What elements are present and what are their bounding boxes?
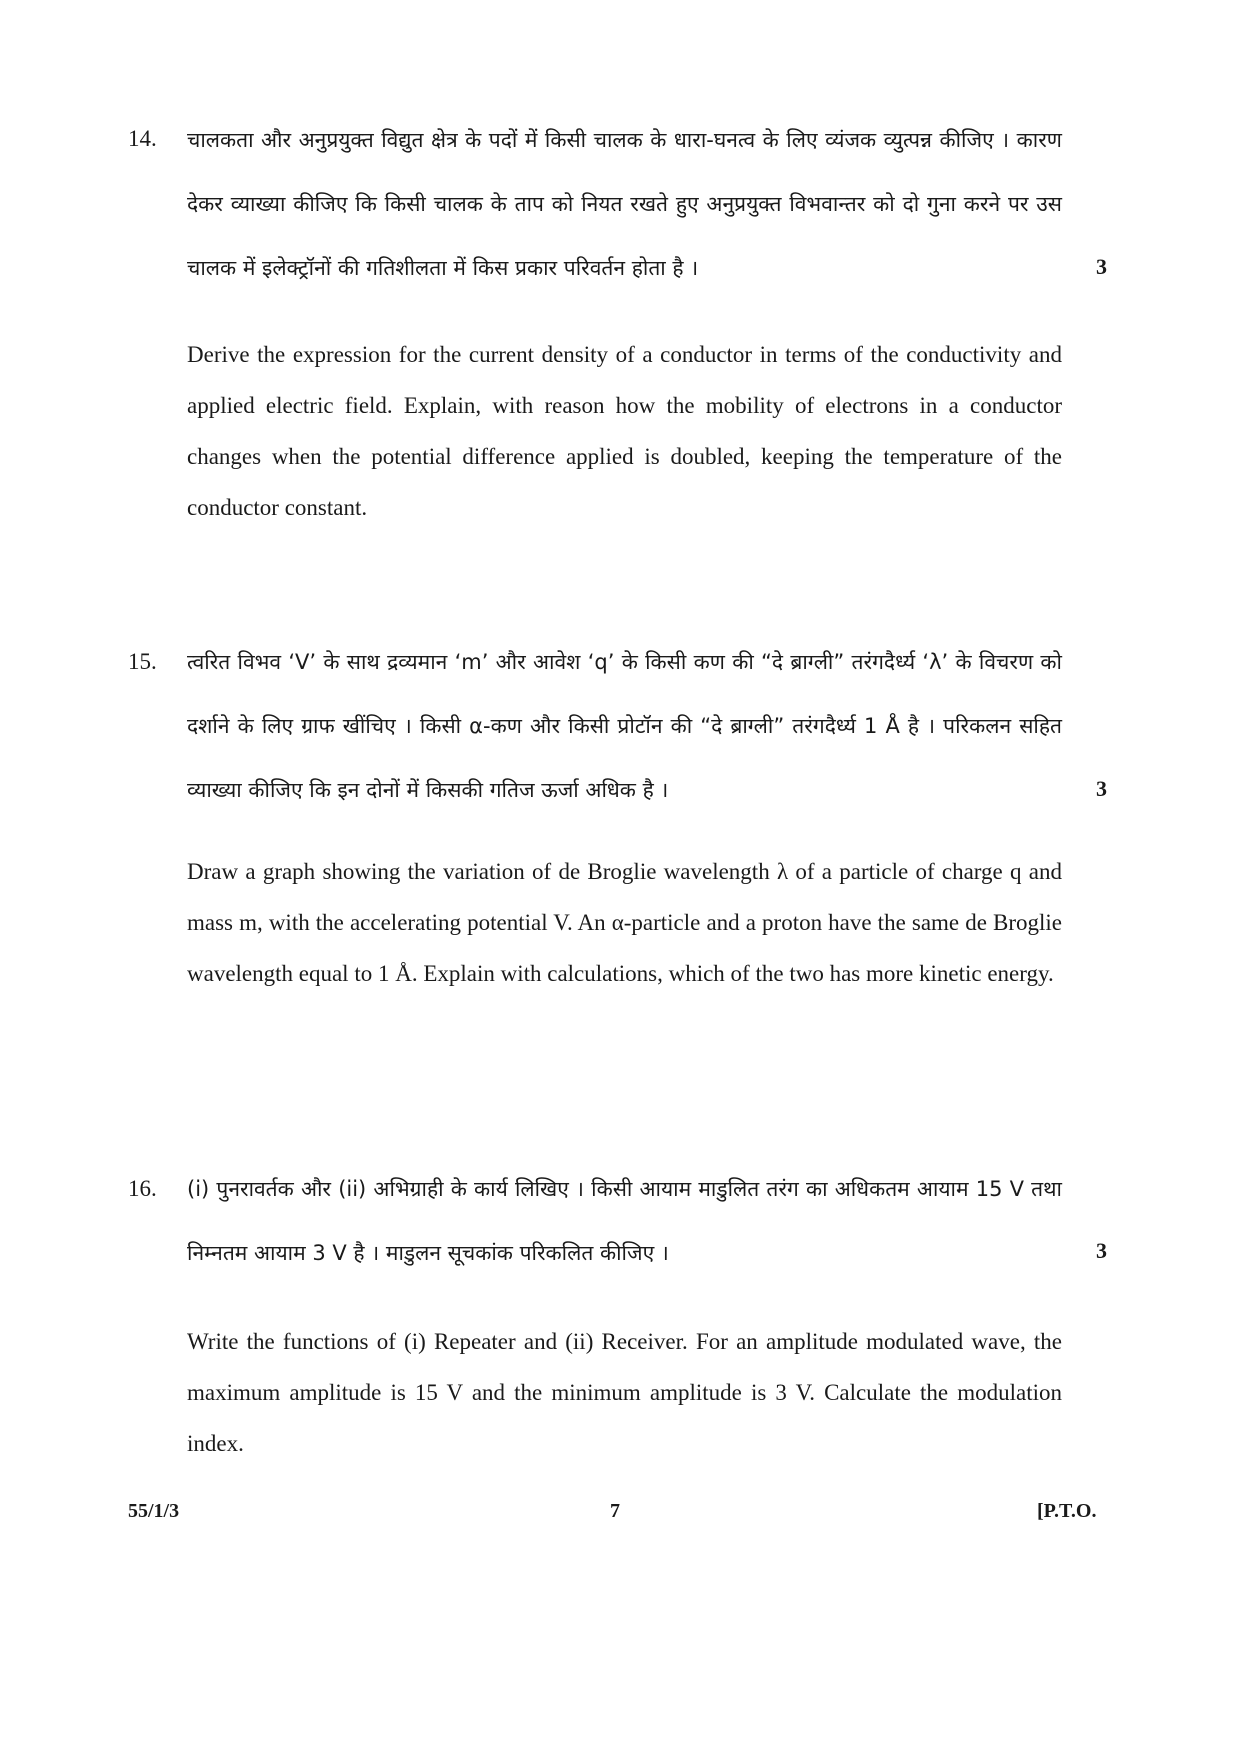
marks: 3 <box>1096 254 1107 279</box>
question-english-text: Derive the expression for the current density of a conductor in terms of the conductivity and applied electric field. Explain, with reason how the mobility of electrons in a conductor changes when the potential difference applied is doubled, keeping the temperature of the conductor constant. <box>187 342 1062 520</box>
question-hindi-text: (i) पुनरावर्तक और (ii) अभिग्राही के कार्य लिखिए । किसी आयाम माडुलित तरंग का अधिकतम आयाम 15 V तथा निम्नतम आयाम 3 V है । माडुलन सूचकांक परिकलित कीजिए । <box>187 1177 1062 1265</box>
paper-code: 55/1/3 <box>128 1500 180 1522</box>
question-number: 15. <box>128 649 157 674</box>
marks: 3 <box>1096 776 1107 801</box>
question-number: 16. <box>128 1176 157 1201</box>
marks: 3 <box>1096 1238 1107 1263</box>
please-turn-over: [P.T.O. <box>1037 1500 1097 1522</box>
page-number: 7 <box>610 1500 620 1522</box>
question-english-text: Write the functions of (i) Repeater and (ii) Receiver. For an amplitude modulated wave, the maximum amplitude is 15 V and the minimum amplitude is 3 V. Calculate the modulation index. <box>187 1329 1062 1456</box>
question-hindi-text: त्वरित विभव ‘V’ के साथ द्रव्यमान ‘m’ और आवेश ‘q’ के किसी कण की “दे ब्राग्ली” तरंगदैर्ध्य ‘λ’ के विचरण को दर्शाने के लिए ग्राफ खींचिए । किसी α-कण और किसी प्रोटॉन की “दे ब्राग्ली” तरंगदैर्ध्य 1 Å है । परिकलन सहित व्याख्या कीजिए कि इन दोनों में किसकी गतिज ऊर्जा अधिक है । <box>187 650 1062 802</box>
question-hindi-text: चालकता और अनुप्रयुक्त विद्युत क्षेत्र के पदों में किसी चालक के धारा-घनत्व के लिए व्यंजक व्युत्पन्न कीजिए । कारण देकर व्याख्या कीजिए कि किसी चालक के ताप को नियत रखते हुए अनुप्रयुक्त विभवान्तर को दो गुना करने पर उस चालक में इलेक्ट्रॉनों की गतिशीलता में किस प्रकार परिवर्तन होता है । <box>187 128 1062 280</box>
question-english-text: Draw a graph showing the variation of de Broglie wavelength λ of a particle of charge q and mass m, with the accelerating potential V. An α-particle and a proton have the same de Broglie wavelength equal to 1 Å. Explain with calculations, which of the two has more kinetic energy. <box>187 859 1062 986</box>
question-number: 14. <box>128 126 157 151</box>
